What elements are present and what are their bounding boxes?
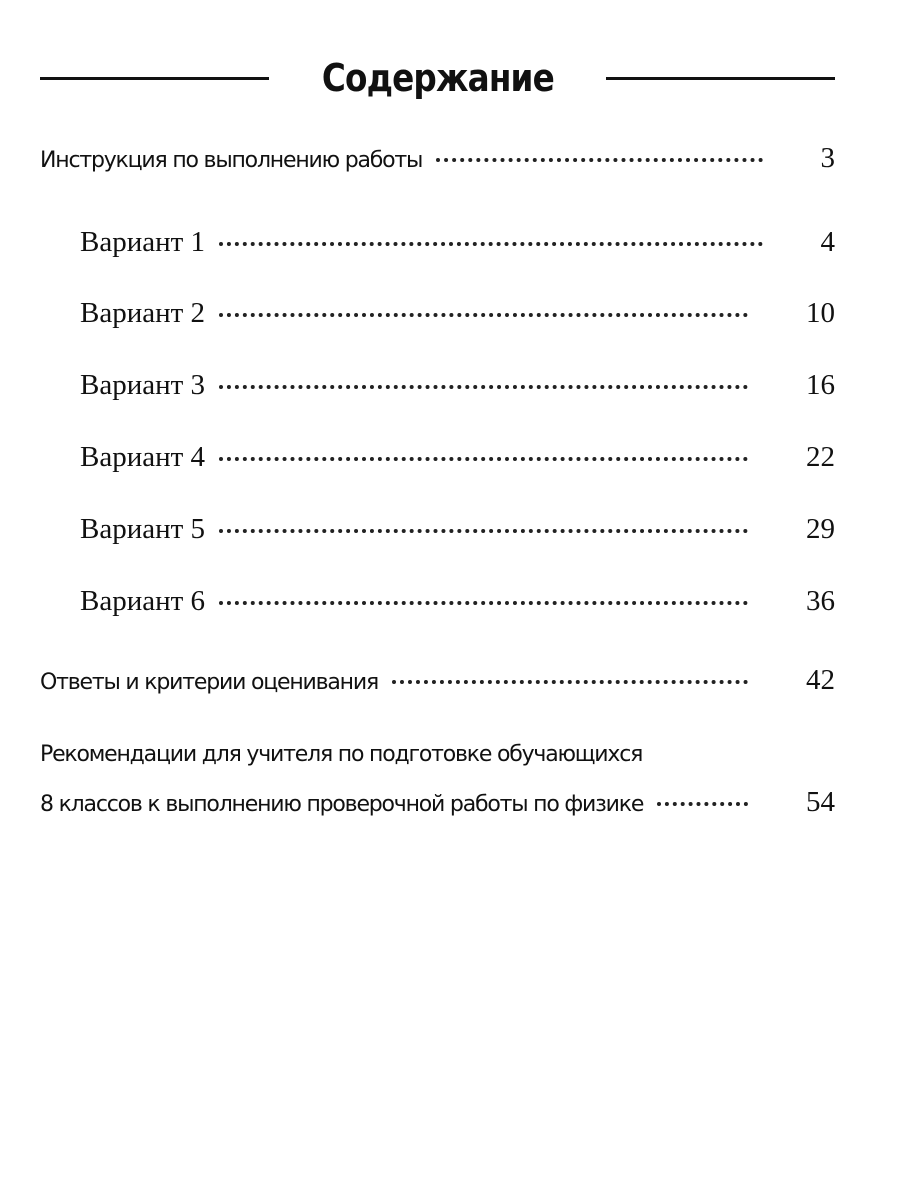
toc-entry-label: Вариант 1 [80,226,206,258]
toc-entry-label: 8 классов к выполнению проверочной работы по физике [40,792,644,817]
dot-leader [219,385,748,389]
toc-header [40,48,835,108]
dot-leader [436,158,762,162]
toc-entry-variant-1[interactable] [80,226,835,259]
dot-leader [392,680,748,684]
dot-leader [219,313,748,317]
toc-page-number: 4 [820,226,835,258]
toc-entry-label: Инструкция по выполнению работы [40,148,423,173]
toc-entry-variant-4[interactable] [80,441,835,474]
toc-entry-variant-6[interactable] [80,585,835,618]
dot-leader [219,529,748,533]
toc-page-number: 42 [806,664,835,696]
heading-rule-left [40,77,269,80]
toc-page-number: 10 [806,297,835,329]
toc-page-number: 54 [806,786,835,818]
toc-entry-label: Вариант 3 [80,369,206,401]
dot-leader [657,802,748,806]
toc-entry-recommendations[interactable] [40,786,835,819]
toc-entry-label: Вариант 5 [80,513,206,545]
toc-entry-answers[interactable] [40,664,835,697]
toc-page-number: 3 [820,142,835,174]
toc-entry-label: Вариант 2 [80,297,206,329]
toc-page-number: 36 [806,585,835,617]
dot-leader [219,601,748,605]
toc-page-number: 22 [806,441,835,473]
toc-entry-recommendations-line1[interactable]: Рекомендации для учителя по подготовке обучающихся [40,742,643,767]
toc-entry-label: Вариант 4 [80,441,206,473]
dot-leader [219,242,762,246]
page-title: Содержание [321,56,554,100]
toc-entry-variant-2[interactable] [80,297,835,330]
toc-entry-label: Ответы и критерии оценивания [40,670,378,695]
heading-rule-right [606,77,835,80]
toc-entry-variant-3[interactable] [80,369,835,402]
dot-leader [219,457,748,461]
toc-page-number: 29 [806,513,835,545]
toc-page-number: 16 [806,369,835,401]
toc-entry-variant-5[interactable] [80,513,835,546]
toc-entry-instructions[interactable] [40,142,835,175]
toc-entry-label: Вариант 6 [80,585,206,617]
